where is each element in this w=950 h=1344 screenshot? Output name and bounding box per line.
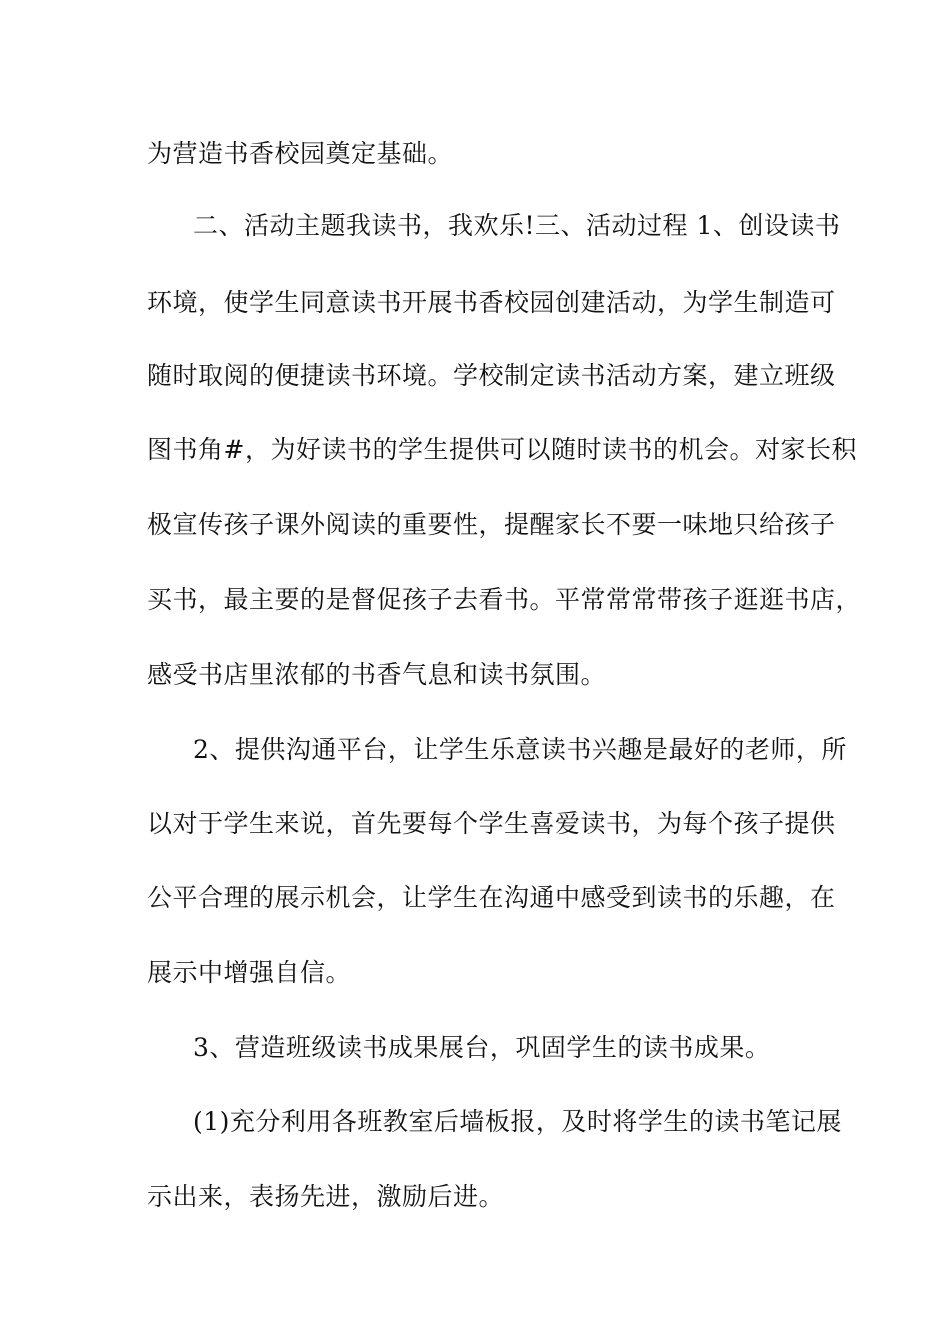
text-line-2: 二、活动主题我读书，我欢乐!三、活动过程 1、创设读书 [193, 211, 841, 240]
text-line-4: 随时取阅的便捷读书环境。学校制定读书活动方案，建立班级 [147, 361, 836, 390]
text-line-3: 环境，使学生同意读书开展书香校园创建活动，为学生制造可 [147, 288, 836, 317]
text-line-8: 感受书店里浓郁的书香气息和读书氛围。 [147, 660, 607, 689]
text-line-14: (1)充分利用各班教室后墙板报，及时将学生的读书笔记展 [193, 1107, 842, 1136]
text-line-9: 2、提供沟通平台，让学生乐意读书兴趣是最好的老师，所 [193, 735, 847, 764]
text-line-1: 为营造书香校园奠定基础。 [147, 139, 454, 168]
text-line-5: 图书角#，为好读书的学生提供可以随时读书的机会。对家长积 [147, 435, 857, 464]
text-line-6: 极宣传孩子课外阅读的重要性，提醒家长不要一味地只给孩子 [147, 510, 836, 539]
text-line-15: 示出来，表扬先进，激励后进。 [147, 1182, 505, 1211]
text-line-7: 买书，最主要的是督促孩子去看书。平常常常带孩子逛逛书店， [147, 585, 862, 614]
text-line-11: 公平合理的展示机会，让学生在沟通中感受到读书的乐趣，在 [147, 883, 836, 912]
text-line-12: 展示中增强自信。 [147, 958, 352, 987]
text-line-10: 以对于学生来说，首先要每个学生喜爱读书，为每个孩子提供 [147, 809, 836, 838]
text-line-13: 3、营造班级读书成果展台，巩固学生的读书成果。 [193, 1033, 771, 1062]
